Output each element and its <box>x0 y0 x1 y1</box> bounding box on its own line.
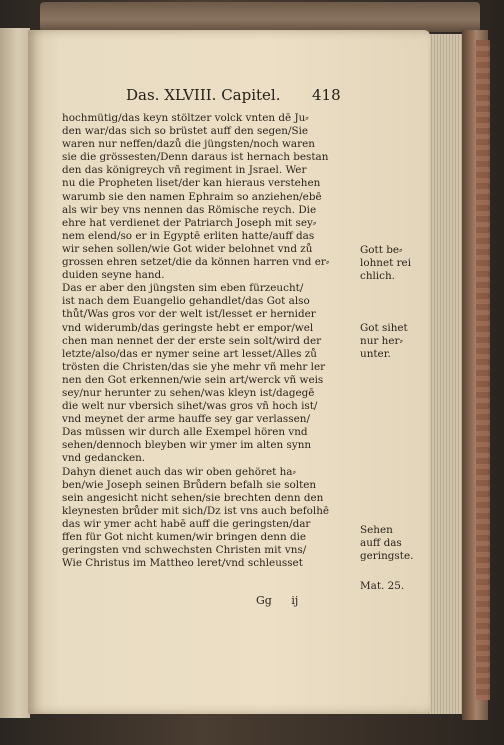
book-cover-top <box>40 2 480 32</box>
text-line: duiden seyne hand. <box>62 269 165 282</box>
text-line: Das er aber den jüngsten sim eben fürzeucht/ <box>62 282 304 295</box>
page-footer <box>256 594 316 610</box>
text-line: wir sehen sollen/wie Got wider belohnet vnd zů <box>62 242 313 255</box>
margin-note-4 <box>360 580 420 593</box>
text-line: nen den Got erkennen/wie sein art/werck vñ weis <box>62 373 324 386</box>
text-line: sehen/dennoch bleyben wir ymer im alten synn <box>62 439 312 452</box>
text-line: sie die grössesten/Denn daraus ist hernach bestan <box>62 151 329 164</box>
text-line: vnd widerumb/das geringste hebt er empor/wel <box>62 321 314 334</box>
text-line: kleynesten brůder mit sich/Dz ist vns auch befolhē <box>62 504 330 517</box>
text-line: sein angesicht nicht sehen/sie brechten denn den <box>62 491 324 504</box>
text-line: letzte/also/das er nymer seine art lesset/Alles zů <box>62 347 317 360</box>
text-line: den das königreych vñ regiment in Jsrael. Wer <box>62 164 307 177</box>
text-line: geringsten vnd schwechsten Christen mit vns/ <box>62 544 307 557</box>
binding-strip <box>476 40 490 700</box>
text-line: vnd gedancken. <box>62 452 146 465</box>
text-line: Das müssen wir durch alle Exempel hören vnd <box>62 426 308 439</box>
text-line: den war/das sich so brüstet auff den segen/Sie <box>62 125 309 138</box>
catchword: ij <box>291 594 299 607</box>
text-line: grossen ehren setzet/die da können harren vnd er⸗ <box>62 256 330 269</box>
folio-number: 418 <box>312 86 341 104</box>
margin-line: nur her⸗ <box>360 335 403 347</box>
margin-line: Mat. 25. <box>360 580 405 592</box>
text-line: warumb sie den namen Ephraim so anziehen/ebē <box>62 190 322 203</box>
margin-line: geringste. <box>360 550 414 562</box>
text-line: waren nur neffen/dazů die jüngsten/noch waren <box>62 138 315 151</box>
margin-line: auff das <box>360 537 402 549</box>
facing-page-edge <box>0 28 30 718</box>
text-line: das wir ymer acht habē auff die geringsten/dar <box>62 517 311 530</box>
margin-line: Gott be⸗ <box>360 244 403 256</box>
margin-note-3 <box>360 524 420 563</box>
text-line: als wir bey vns nennen das Römische reych. Die <box>62 203 317 216</box>
text-line: Wie Christus im Mattheo leret/vnd schleusset <box>62 557 303 570</box>
margin-note-1 <box>360 244 420 283</box>
body-text <box>62 112 362 570</box>
text-line: die welt nur vbersich sihet/was gros vñ hoch ist/ <box>62 400 318 413</box>
margin-note-2 <box>360 322 420 361</box>
text-line: chen man nennet der der erste sein solt/wird der <box>62 334 322 347</box>
running-header <box>126 86 356 112</box>
margin-line: unter. <box>360 348 391 360</box>
text-line: vnd meynet der arme hauffe sey gar verlassen/ <box>62 413 310 426</box>
signature-mark: Gg <box>256 594 272 607</box>
text-line: hochmütig/das keyn stöltzer volck vnten dē Ju⸗ <box>62 112 309 124</box>
text-line: ben/wie Joseph seinen Brůdern befalh sie solten <box>62 478 317 491</box>
text-line: ist nach dem Euangelio gehandlet/das Got also <box>62 295 310 308</box>
text-line: ehre hat verdienet der Patriarch Joseph mit sey⸗ <box>62 216 317 229</box>
margin-line: lohnet rei <box>360 257 412 269</box>
text-line: nu die Propheten liset/der kan hieraus verstehen <box>62 177 321 190</box>
margin-line: Got sihet <box>360 322 408 334</box>
margin-line: Sehen <box>360 524 393 536</box>
text-line: nem elend/so er in Egyptē erliten hatte/auff das <box>62 229 315 242</box>
text-line: Dahyn dienet auch das wir oben gehöret ha⸗ <box>62 465 296 478</box>
text-line: trösten die Christen/das sie yhe mehr vñ mehr ler <box>62 360 326 373</box>
text-line: sey/nur herunter zu sehen/was kleyn ist/dagegē <box>62 386 315 399</box>
text-line: thůt/Was gros vor der welt ist/lesset er hernider <box>62 308 316 321</box>
text-line: ffen für Got nicht kumen/wir bringen denn die <box>62 531 307 543</box>
chapter-title: Das. XLVIII. Capitel. <box>126 86 281 104</box>
margin-line: chlich. <box>360 270 395 282</box>
